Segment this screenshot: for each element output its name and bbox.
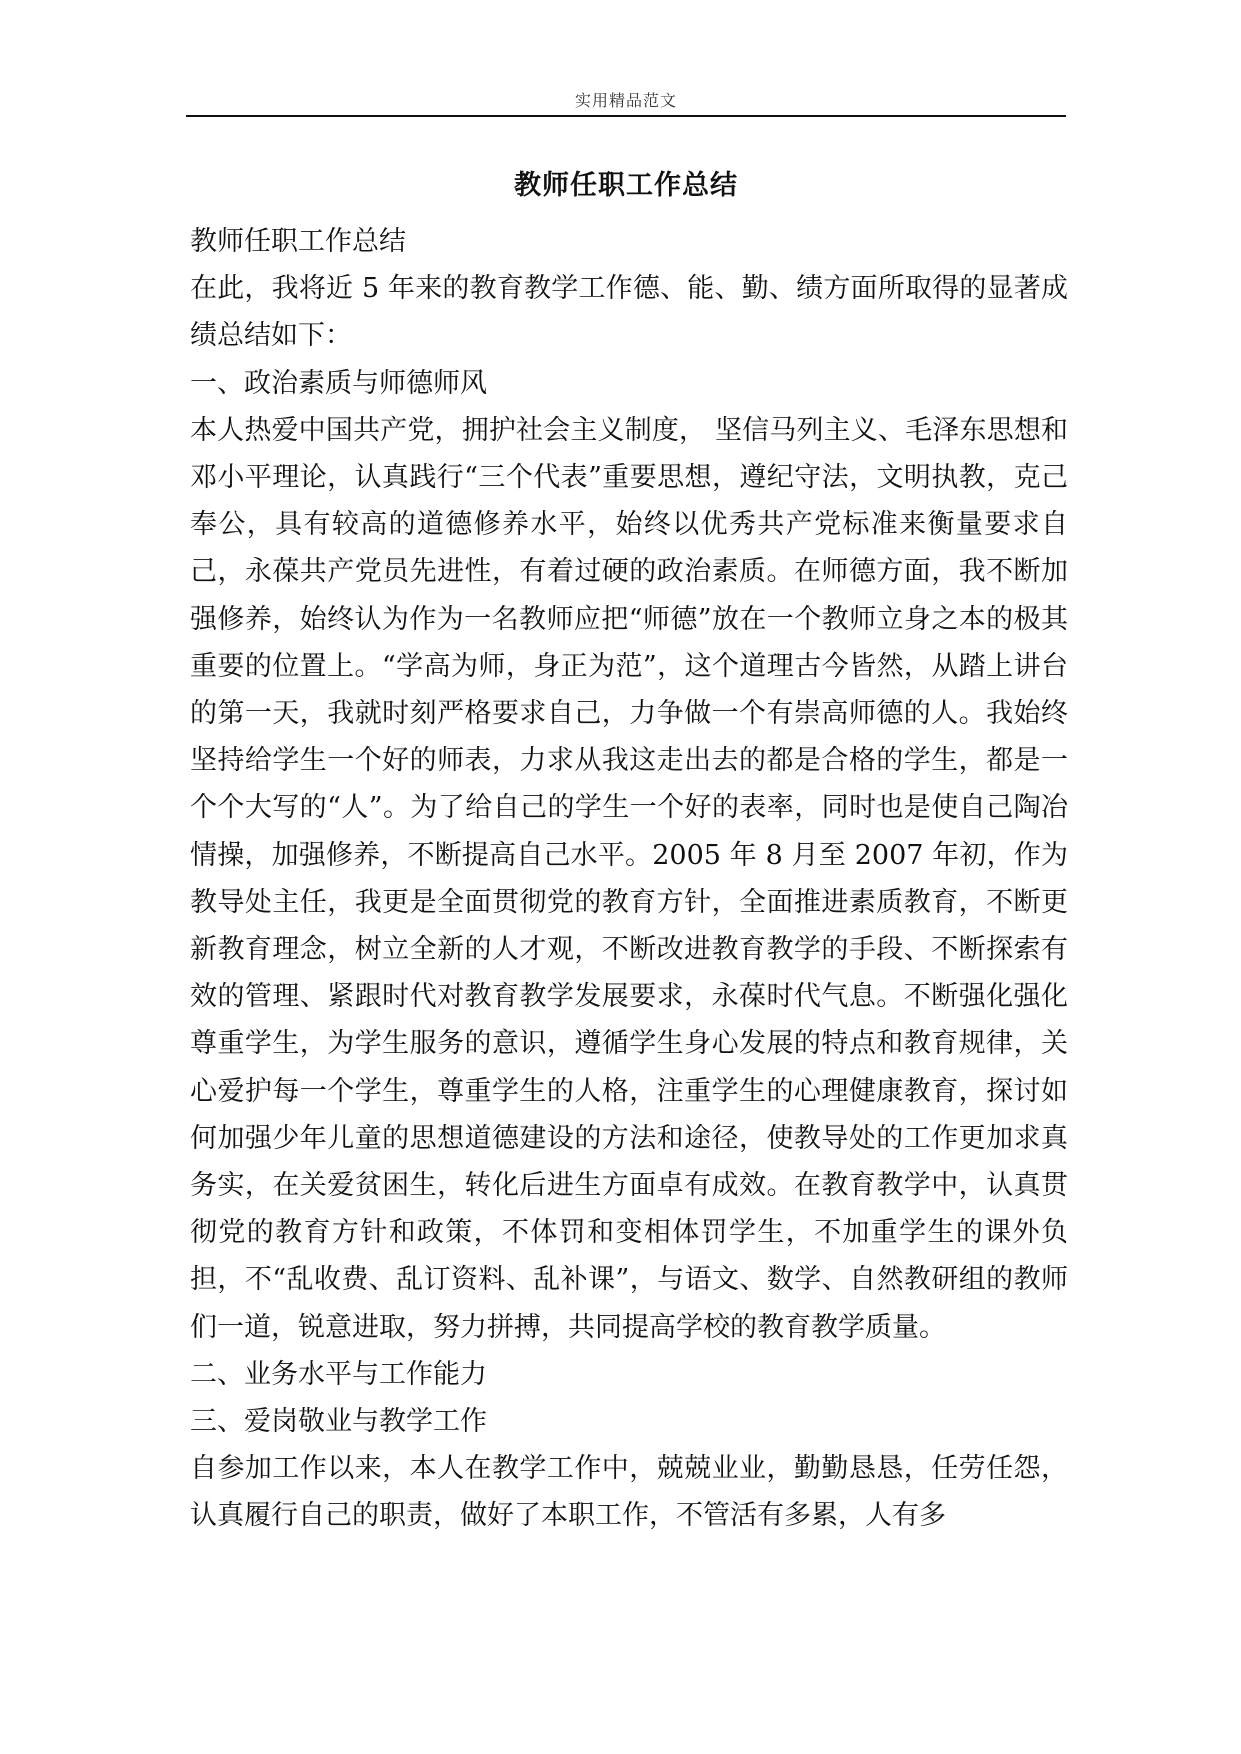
paragraph-section-3: 自参加工作以来，本人在教学工作中，兢兢业业，勤勤恳恳，任劳任怨，认真履行自己的职责，做好了本职工作，不管活有多累，人有多 <box>190 1453 1068 1532</box>
document-body <box>190 218 1068 1540</box>
section-heading-3: 三、爱岗敬业与教学工作 <box>190 1406 487 1438</box>
paragraph-section-1: 本人热爱中国共产党，拥护社会主义制度， 坚信马列主义、毛泽东思想和邓小平理论，认真践行“三个代表”重要思想，遵纪守法，文明执教，克己奉公，具有较高的道德修养水平，始终以优秀共产党标准来衡量要求自己，永葆共产党员先进性，有着过硬的政治素质。在师德方面，我不断加强修养，始终认为作为一名教师应把“师德”放在一个教师立身之本的极其重要的位置上。“学高为师，身正为范”，这个道理古今皆然，从踏上讲台的第一天，我就时刻严格要求自己，力争做一个有崇高师德的人。我始终坚持给学生一个好的师表，力求从我这走出去的都是合格的学生，都是一个个大写的“人”。为了给自己的学生一个好的表率，同时也是使自己陶冶情操，加强修养，不断提高自己水平。2005 年 8 月至 2007 年初，作为教导处主任，我更是全面贯彻党的教育方针，全面推进素质教育，不断更新教育理念，树立全新的人才观，不断改进教育教学的手段、不断探索有效的管理、紧跟时代对教育教学发展要求，永葆时代气息。不断强化强化尊重学生，为学生服务的意识，遵循学生身心发展的特点和教育规律，关心爱护每一个学生，尊重学生的人格，注重学生的心理健康教育，探讨如何加强少年儿童的思想道德建设的方法和途径，使教导处的工作更加求真务实，在关爱贫困生，转化后进生方面卓有成效。在教育教学中，认真贯彻党的教育方针和政策，不体罚和变相体罚学生，不加重学生的课外负担，不“乱收费、乱订资料、乱补课”，与语文、数学、自然教研组的教师们一道，锐意进取，努力拼搏，共同提高学校的教育教学质量。 <box>190 414 1068 1343</box>
paragraph-subtitle: 教师任职工作总结 <box>190 226 406 257</box>
document-title: 教师任职工作总结 <box>514 170 738 201</box>
section-heading-2: 二、业务水平与工作能力 <box>190 1358 487 1390</box>
page-header: 实用精品范文 <box>574 91 677 110</box>
header-divider <box>186 115 1066 117</box>
paragraph-intro: 在此，我将近 5 年来的教育教学工作德、能、勤、绩方面所取得的显著成绩总结如下： <box>190 273 1068 352</box>
section-heading-1: 一、政治素质与师德师风 <box>190 367 487 399</box>
